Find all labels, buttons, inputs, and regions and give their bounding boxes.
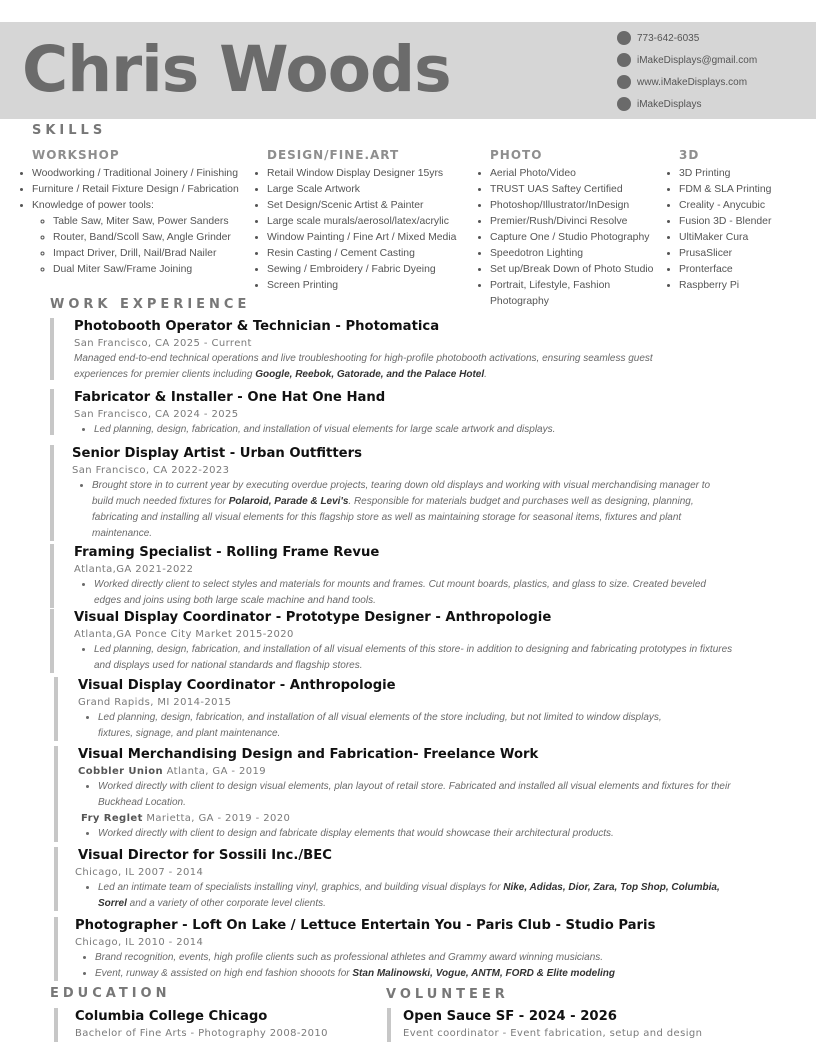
job-bullets <box>74 422 740 438</box>
list-item: • Fusion 3D - Blender <box>679 214 801 230</box>
list-item: • Set up/Break Down of Photo Studio <box>490 262 662 278</box>
list-item: • Furniture / Retail Fixture Design / Fabrication <box>32 182 264 198</box>
list-item: • Screen Printing <box>267 278 469 294</box>
section-bar <box>50 445 54 541</box>
section-bar <box>50 318 54 380</box>
job-entry <box>50 445 740 541</box>
job-entry <box>50 746 740 842</box>
workshop-list <box>14 166 264 278</box>
section-bar <box>54 746 58 842</box>
client-line: Cobbler Union Atlanta, GA - 2019 <box>78 766 267 777</box>
job-title: Visual Display Coordinator - Anthropologie <box>78 678 396 693</box>
skills-workshop <box>14 148 264 278</box>
skills-3d <box>661 148 801 294</box>
list-item: • Capture One / Studio Photography <box>490 230 662 246</box>
globe-icon <box>617 75 631 89</box>
skills-title: SKILLS <box>32 123 107 138</box>
section-bar <box>54 677 58 741</box>
list-item: • TRUST UAS Saftey Certified <box>490 182 662 198</box>
job-description: Managed end-to-end technical operations and live troubleshooting for high-profile photobooth activations, ensuring seamless guest experiences for premier clients including Google, Reebok, Gatorade, and the Palace Hotel. <box>74 353 653 380</box>
threed-list <box>661 166 801 294</box>
list-item: • Brand recognition, events, high profile clients such as professional athletes and Grammy award winning musicians. <box>95 950 735 966</box>
list-item: • UltiMaker Cura <box>679 230 801 246</box>
list-item: • Large scale murals/aerosol/latex/acrylic <box>267 214 469 230</box>
section-bar <box>54 917 58 981</box>
photo-heading: PHOTO <box>490 148 543 162</box>
job-location: Grand Rapids, MI 2014-2015 <box>78 697 232 708</box>
job-title: Visual Display Coordinator - Prototype Designer - Anthropologie <box>74 610 552 625</box>
job-location: Atlanta,GA Ponce City Market 2015-2020 <box>74 629 294 640</box>
job-bullets <box>75 950 735 982</box>
power-tools-list <box>32 214 264 278</box>
job-title: Photobooth Operator & Technician - Photomatica <box>74 319 440 334</box>
design-list <box>249 166 469 294</box>
instagram-handle: iMakeDisplays <box>637 98 702 110</box>
education-entry <box>50 1008 370 1042</box>
job-title: Fabricator & Installer - One Hat One Hand <box>74 390 386 405</box>
volunteer-entry <box>383 1008 743 1042</box>
section-bar <box>50 609 54 673</box>
job-bullets <box>72 478 722 542</box>
volunteer-org: Open Sauce SF - 2024 - 2026 <box>403 1009 617 1024</box>
instagram-icon <box>617 97 631 111</box>
client-name: Fry Reglet <box>81 813 143 824</box>
list-item: • FDM & SLA Printing <box>679 182 801 198</box>
list-item: • Pronterface <box>679 262 801 278</box>
skills-photo <box>472 148 662 310</box>
list-item: ◦ Router, Band/Scoll Saw, Angle Grinder <box>53 230 264 246</box>
section-bar <box>54 847 58 911</box>
section-bar <box>50 389 54 435</box>
email-address: iMakeDisplays@gmail.com <box>637 54 758 66</box>
list-item: ◦ Impact Driver, Drill, Nail/Brad Nailer <box>53 246 264 262</box>
list-item: • Raspberry Pi <box>679 278 801 294</box>
contact-email <box>617 49 757 71</box>
experience-title: WORK EXPERIENCE <box>50 297 251 312</box>
power-tools-label: Knowledge of power tools: <box>32 200 154 211</box>
job-entry <box>50 318 740 380</box>
list-item: ◦ Table Saw, Miter Saw, Power Sanders <box>53 214 264 230</box>
photo-list <box>472 166 662 310</box>
list-item: • Speedotron Lighting <box>490 246 662 262</box>
candidate-name: Chris Woods <box>22 33 451 106</box>
design-heading: DESIGN/FINE.ART <box>267 148 400 162</box>
section-bar <box>50 544 54 608</box>
list-item: • Worked directly with client to design and fabricate display elements that would showcase their architectural products. <box>98 826 738 842</box>
list-item: • Resin Casting / Cement Casting <box>267 246 469 262</box>
job-location: San Francisco, CA 2024 - 2025 <box>74 409 239 420</box>
job-title: Photographer - Loft On Lake / Lettuce Entertain You - Paris Club - Studio Paris <box>75 918 656 933</box>
list-item: • Led planning, design, fabrication, and installation of all visual elements of the store including, but not limited to window displays, fixtures, signage, and plant maintenance. <box>98 710 698 742</box>
job-entry <box>50 677 740 741</box>
list-item: • Portrait, Lifestyle, Fashion Photography <box>490 278 640 310</box>
section-bar <box>387 1008 391 1042</box>
volunteer-detail: Event coordinator - Event fabrication, setup and design <box>403 1028 703 1039</box>
client-name: Cobbler Union <box>78 766 164 777</box>
volunteer-title: VOLUNTEER <box>386 987 509 1002</box>
list-item: ◦ Dual Miter Saw/Frame Joining <box>53 262 264 278</box>
phone-number: 773-642-6035 <box>637 32 700 44</box>
job-location: San Francisco, CA 2022-2023 <box>72 465 230 476</box>
job-bullets <box>74 577 734 609</box>
contact-instagram <box>617 93 757 115</box>
job-entry <box>50 609 740 673</box>
school-name: Columbia College Chicago <box>75 1009 268 1024</box>
client-line: Fry Reglet Marietta, GA - 2019 - 2020 <box>81 813 291 824</box>
phone-icon <box>617 31 631 45</box>
job-location: Atlanta,GA 2021-2022 <box>74 564 194 575</box>
job-entry <box>50 847 740 911</box>
list-item <box>32 198 264 278</box>
job-title: Visual Director for Sossili Inc./BEC <box>78 848 332 863</box>
job-bullets <box>78 880 728 912</box>
list-item: • Worked directly client to select styles and materials for mounts and frames. Cut mount boards, plastics, and glass to size. Created beveled edges and joins using both large scale machine and hand tools. <box>94 577 734 609</box>
threed-heading: 3D <box>679 148 700 162</box>
job-title: Visual Merchandising Design and Fabrication- Freelance Work <box>78 747 539 762</box>
list-item: • Set Design/Scenic Artist & Painter <box>267 198 469 214</box>
list-item: • Worked directly with client to design visual elements, plan layout of retail store. Fabricated and installed all visual elements and fixtures for their Buckhead Location. <box>98 779 738 811</box>
list-item: • 3D Printing <box>679 166 801 182</box>
education-title: EDUCATION <box>50 986 171 1001</box>
list-item: • Event, runway & assisted on high end fashion shooots for Stan Malinowski, Vogue, ANTM, FORD & Elite modeling <box>95 966 735 982</box>
job-location: San Francisco, CA 2025 - Current <box>74 338 252 349</box>
degree-detail: Bachelor of Fine Arts - Photography 2008-2010 <box>75 1028 328 1039</box>
contact-website <box>617 71 757 93</box>
list-item: • Woodworking / Traditional Joinery / Finishing <box>32 166 264 182</box>
list-item: • Brought store in to current year by executing overdue projects, tearing down old displays and working with visual merchandising manager to build much needed fixtures for Polaroid, Parade & Levi's. Responsible for materials budget and purchases well as designing, planning, fabricating and installing all visual elements for this flagship store as well as maintaining storage for seasonal items, fixtures and plant maintenance. <box>92 478 722 542</box>
website-url: www.iMakeDisplays.com <box>637 76 748 88</box>
list-item: • Sewing / Embroidery / Fabric Dyeing <box>267 262 469 278</box>
job-title: Senior Display Artist - Urban Outfitters <box>72 446 362 461</box>
list-item: • Photoshop/Illustrator/InDesign <box>490 198 662 214</box>
job-entry <box>50 544 740 608</box>
email-icon <box>617 53 631 67</box>
list-item: • Led planning, design, fabrication, and installation of visual elements for large scale artwork and displays. <box>94 422 740 438</box>
contact-phone <box>617 27 757 49</box>
workshop-heading: WORKSHOP <box>32 148 120 162</box>
section-bar <box>54 1008 58 1042</box>
job-entry <box>50 389 740 435</box>
job-bullets <box>78 710 698 742</box>
job-bullets <box>78 779 738 811</box>
list-item: • Led an intimate team of specialists installing vinyl, graphics, and building visual displays for Nike, Adidas, Dior, Zara, Top Shop, Columbia, Sorrel and a variety of other corporate level clients. <box>98 880 728 912</box>
job-location: Chicago, IL 2007 - 2014 <box>75 867 204 878</box>
list-item: • Window Painting / Fine Art / Mixed Media <box>267 230 469 246</box>
job-entry <box>50 917 740 981</box>
job-bullets <box>78 826 738 842</box>
job-bullets <box>74 642 739 674</box>
list-item: • Large Scale Artwork <box>267 182 469 198</box>
contact-list <box>617 27 757 115</box>
job-title: Framing Specialist - Rolling Frame Revue <box>74 545 380 560</box>
list-item: • Aerial Photo/Video <box>490 166 662 182</box>
skills-design <box>249 148 469 294</box>
list-item: • PrusaSlicer <box>679 246 801 262</box>
list-item: • Retail Window Display Designer 15yrs <box>267 166 469 182</box>
list-item: • Premier/Rush/Divinci Resolve <box>490 214 662 230</box>
list-item: • Led planning, design, fabrication, and installation of all visual elements of this store- in addition to designing and fabricating prototypes in fixtures and displays used for national standards and flagship stores. <box>94 642 739 674</box>
list-item: • Creality - Anycubic <box>679 198 801 214</box>
job-location: Chicago, IL 2010 - 2014 <box>75 937 204 948</box>
